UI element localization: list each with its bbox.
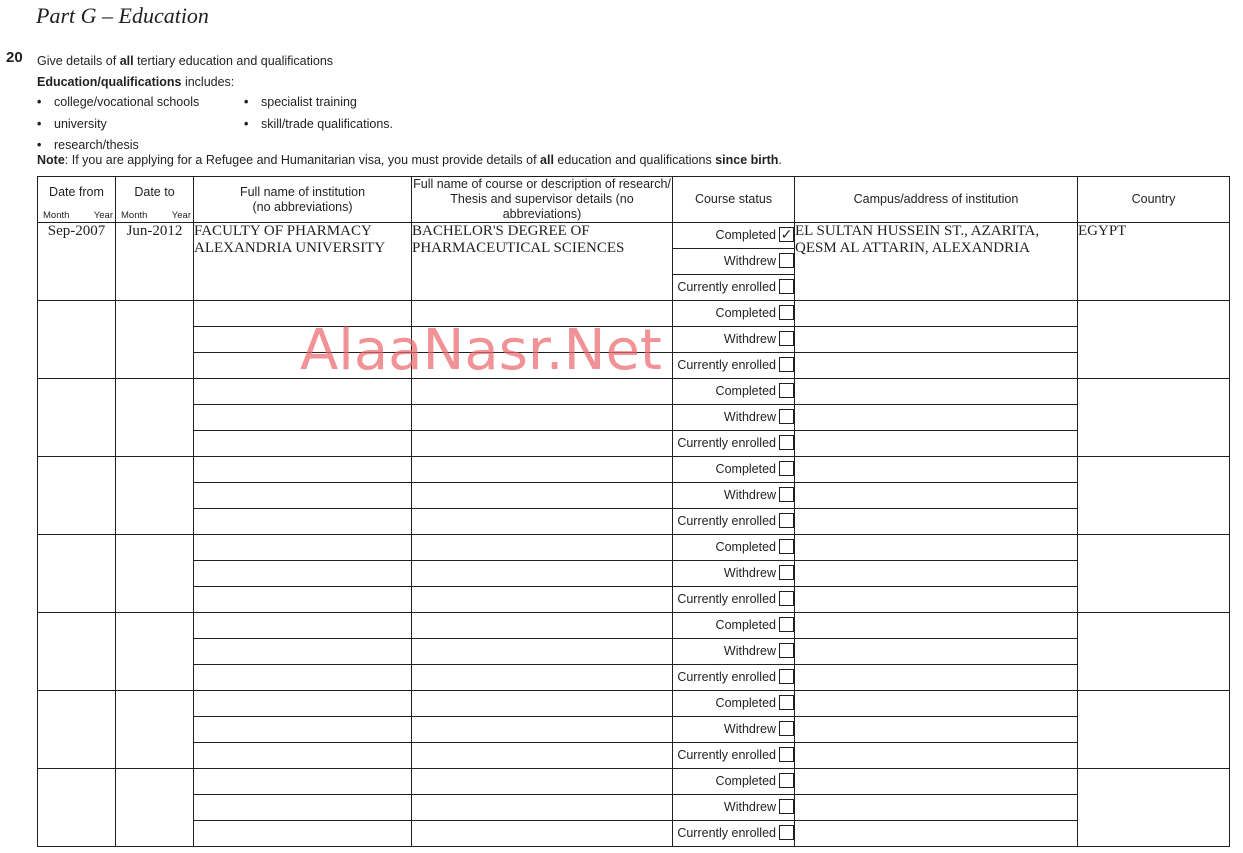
header-date-to: Date to: [116, 177, 194, 209]
status-completed[interactable]: Completed: [673, 613, 795, 639]
country-field[interactable]: [1078, 457, 1230, 535]
date-from-field[interactable]: Sep-2007: [38, 223, 116, 301]
checkbox-currently-enrolled[interactable]: [779, 357, 794, 372]
table-row: [38, 613, 1230, 639]
country-field[interactable]: [1078, 379, 1230, 457]
checkbox-completed[interactable]: ✓: [780, 226, 793, 243]
campus-field[interactable]: [795, 561, 1078, 587]
checkbox-withdrew[interactable]: [779, 331, 794, 346]
course-field[interactable]: [412, 613, 673, 639]
table-row: [38, 691, 1230, 717]
date-from-field[interactable]: [38, 457, 116, 535]
table-row: [38, 405, 1230, 431]
campus-field[interactable]: [795, 639, 1078, 665]
bullet-item: • specialist training: [244, 92, 393, 114]
institution-field[interactable]: [194, 353, 412, 379]
date-to-field[interactable]: [116, 379, 194, 457]
date-from-field[interactable]: [38, 301, 116, 379]
status-withdrew[interactable]: Withdrew: [673, 561, 795, 587]
status-withdrew[interactable]: Withdrew: [673, 717, 795, 743]
bullet-list-left: [37, 92, 199, 157]
campus-field[interactable]: [795, 717, 1078, 743]
date-from-field[interactable]: [38, 691, 116, 769]
status-currently-enrolled[interactable]: Currently enrolled: [673, 353, 795, 379]
country-field[interactable]: [1078, 301, 1230, 379]
date-to-field[interactable]: [116, 769, 194, 847]
institution-field[interactable]: [194, 405, 412, 431]
course-field[interactable]: [412, 587, 673, 613]
course-field[interactable]: [412, 639, 673, 665]
course-field[interactable]: [412, 327, 673, 353]
checkbox-completed[interactable]: [779, 617, 794, 632]
campus-field[interactable]: [795, 691, 1078, 717]
campus-field[interactable]: [795, 769, 1078, 795]
institution-field[interactable]: [194, 431, 412, 457]
institution-field[interactable]: [194, 743, 412, 769]
date-to-field[interactable]: [116, 535, 194, 613]
course-field[interactable]: [412, 301, 673, 327]
includes-line: Education/qualifications includes:: [37, 75, 235, 89]
table-row: [38, 639, 1230, 665]
institution-field[interactable]: [194, 561, 412, 587]
institution-field[interactable]: [194, 301, 412, 327]
note: Note: If you are applying for a Refugee and Humanitarian visa, you must provide details of all education and qualifications since birth.: [37, 153, 782, 167]
table-row: [38, 353, 1230, 379]
institution-field[interactable]: [194, 665, 412, 691]
checkbox-withdrew[interactable]: [779, 799, 794, 814]
bullet-item: • skill/trade qualifications.: [244, 114, 393, 136]
course-field[interactable]: [412, 353, 673, 379]
checkbox-completed[interactable]: [779, 773, 794, 788]
checkbox-currently-enrolled[interactable]: [779, 591, 794, 606]
bullet-item: • university: [37, 114, 199, 136]
course-field[interactable]: [412, 743, 673, 769]
checkbox-withdrew[interactable]: [779, 253, 794, 268]
campus-field[interactable]: [795, 353, 1078, 379]
status-completed[interactable]: Completed: [673, 457, 795, 483]
checkbox-currently-enrolled[interactable]: [779, 669, 794, 684]
institution-field[interactable]: [194, 457, 412, 483]
checkbox-currently-enrolled[interactable]: [779, 513, 794, 528]
status-completed[interactable]: Completed: [673, 691, 795, 717]
status-completed[interactable]: Completed: [673, 301, 795, 327]
institution-field[interactable]: [194, 613, 412, 639]
status-currently-enrolled[interactable]: Currently enrolled: [673, 587, 795, 613]
header-campus: Campus/address of institution: [795, 177, 1078, 223]
course-field[interactable]: [412, 665, 673, 691]
table-row: [38, 457, 1230, 483]
campus-field[interactable]: [795, 405, 1078, 431]
header-month-year: Month Year: [38, 208, 116, 222]
institution-field[interactable]: [194, 821, 412, 847]
table-row: [38, 431, 1230, 457]
status-currently-enrolled[interactable]: Currently enrolled: [673, 431, 795, 457]
course-field[interactable]: [412, 535, 673, 561]
date-to-field[interactable]: [116, 301, 194, 379]
country-field[interactable]: EGYPT: [1078, 223, 1230, 301]
country-field[interactable]: [1078, 613, 1230, 691]
date-from-field[interactable]: [38, 379, 116, 457]
campus-field[interactable]: [795, 509, 1078, 535]
institution-field[interactable]: [194, 717, 412, 743]
checkbox-completed[interactable]: [779, 305, 794, 320]
institution-field[interactable]: [194, 639, 412, 665]
campus-field[interactable]: [795, 457, 1078, 483]
table-row: [38, 223, 1230, 249]
status-withdrew[interactable]: Withdrew: [673, 639, 795, 665]
institution-field[interactable]: [194, 769, 412, 795]
course-field[interactable]: BACHELOR'S DEGREE OF PHARMACEUTICAL SCIENCES: [412, 223, 673, 301]
checkbox-currently-enrolled[interactable]: [779, 825, 794, 840]
course-field[interactable]: [412, 795, 673, 821]
status-completed[interactable]: Completed ✓: [673, 223, 795, 249]
table-row: [38, 717, 1230, 743]
institution-field[interactable]: FACULTY OF PHARMACY ALEXANDRIA UNIVERSITY: [194, 223, 412, 301]
table-row: [38, 821, 1230, 847]
table-row: [38, 301, 1230, 327]
campus-field[interactable]: [795, 587, 1078, 613]
institution-field[interactable]: [194, 509, 412, 535]
bullet-item: • research/thesis: [37, 135, 199, 157]
table-row: [38, 795, 1230, 821]
bullet-list-right: [244, 92, 393, 135]
status-withdrew[interactable]: Withdrew: [673, 795, 795, 821]
date-from-field[interactable]: [38, 535, 116, 613]
course-field[interactable]: [412, 405, 673, 431]
campus-field[interactable]: [795, 613, 1078, 639]
institution-field[interactable]: [194, 535, 412, 561]
status-currently-enrolled[interactable]: Currently enrolled: [673, 743, 795, 769]
date-to-field[interactable]: [116, 613, 194, 691]
question-intro: [37, 51, 333, 93]
campus-field[interactable]: EL SULTAN HUSSEIN ST., AZARITA, QESM AL ATTARIN, ALEXANDRIA: [795, 223, 1078, 301]
status-withdrew[interactable]: Withdrew: [673, 249, 795, 275]
checkbox-completed[interactable]: [779, 695, 794, 710]
country-field[interactable]: [1078, 691, 1230, 769]
checkbox-currently-enrolled[interactable]: [779, 747, 794, 762]
course-field[interactable]: [412, 561, 673, 587]
institution-field[interactable]: [194, 327, 412, 353]
checkbox-withdrew[interactable]: [779, 487, 794, 502]
table-row: [38, 587, 1230, 613]
table-row: [38, 769, 1230, 795]
checkbox-withdrew[interactable]: [779, 409, 794, 424]
table-row: [38, 509, 1230, 535]
header-date-from: Date from: [38, 177, 116, 209]
campus-field[interactable]: [795, 301, 1078, 327]
checkbox-completed[interactable]: [779, 539, 794, 554]
country-field[interactable]: [1078, 769, 1230, 847]
checkbox-completed[interactable]: [779, 383, 794, 398]
status-completed[interactable]: Completed: [673, 535, 795, 561]
status-currently-enrolled[interactable]: Currently enrolled: [673, 509, 795, 535]
status-completed[interactable]: Completed: [673, 379, 795, 405]
checkbox-currently-enrolled[interactable]: [779, 279, 794, 294]
status-currently-enrolled[interactable]: Currently enrolled: [673, 665, 795, 691]
table-row: [38, 483, 1230, 509]
course-field[interactable]: [412, 509, 673, 535]
education-table: [37, 176, 1230, 847]
course-field[interactable]: [412, 483, 673, 509]
bullet-item: • college/vocational schools: [37, 92, 199, 114]
header-institution: Full name of institution (no abbreviations): [194, 177, 412, 223]
date-to-field[interactable]: [116, 691, 194, 769]
table-row: [38, 379, 1230, 405]
course-field[interactable]: [412, 457, 673, 483]
campus-field[interactable]: [795, 665, 1078, 691]
header-month-year: Month Year: [116, 208, 194, 222]
course-field[interactable]: [412, 717, 673, 743]
institution-field[interactable]: [194, 795, 412, 821]
course-field[interactable]: [412, 821, 673, 847]
course-field[interactable]: [412, 431, 673, 457]
table-row: [38, 665, 1230, 691]
header-course: Full name of course or description of research/ Thesis and supervisor details (no abbreviations): [413, 177, 671, 221]
checkbox-withdrew[interactable]: [779, 565, 794, 580]
campus-field[interactable]: [795, 379, 1078, 405]
campus-field[interactable]: [795, 483, 1078, 509]
campus-field[interactable]: [795, 327, 1078, 353]
campus-field[interactable]: [795, 795, 1078, 821]
campus-field[interactable]: [795, 821, 1078, 847]
question-number: 20: [6, 49, 23, 66]
status-currently-enrolled[interactable]: Currently enrolled: [673, 275, 795, 301]
country-field[interactable]: [1078, 535, 1230, 613]
institution-field[interactable]: [194, 691, 412, 717]
date-to-field[interactable]: Jun-2012: [116, 223, 194, 301]
header-status: Course status: [673, 177, 795, 223]
course-field[interactable]: [412, 691, 673, 717]
checkbox-withdrew[interactable]: [779, 643, 794, 658]
course-field[interactable]: [412, 769, 673, 795]
institution-field[interactable]: [194, 483, 412, 509]
status-completed[interactable]: Completed: [673, 769, 795, 795]
date-from-field[interactable]: [38, 613, 116, 691]
question-text: Give details of all tertiary education and qualifications: [37, 54, 334, 68]
checkbox-completed[interactable]: [779, 461, 794, 476]
status-currently-enrolled[interactable]: Currently enrolled: [673, 821, 795, 847]
institution-field[interactable]: [194, 587, 412, 613]
table-row: [38, 327, 1230, 353]
status-withdrew[interactable]: Withdrew: [673, 483, 795, 509]
status-withdrew[interactable]: Withdrew: [673, 405, 795, 431]
campus-field[interactable]: [795, 431, 1078, 457]
table-row: [38, 535, 1230, 561]
checkbox-withdrew[interactable]: [779, 721, 794, 736]
date-to-field[interactable]: [116, 457, 194, 535]
watermark: AlaaNasr.Net: [300, 318, 662, 383]
checkbox-currently-enrolled[interactable]: [779, 435, 794, 450]
institution-field[interactable]: [194, 379, 412, 405]
header-country: Country: [1078, 177, 1230, 223]
status-withdrew[interactable]: Withdrew: [673, 327, 795, 353]
course-field[interactable]: [412, 379, 673, 405]
part-title: Part G – Education: [36, 3, 209, 28]
table-row: [38, 561, 1230, 587]
date-from-field[interactable]: [38, 769, 116, 847]
table-row: [38, 743, 1230, 769]
campus-field[interactable]: [795, 743, 1078, 769]
campus-field[interactable]: [795, 535, 1078, 561]
